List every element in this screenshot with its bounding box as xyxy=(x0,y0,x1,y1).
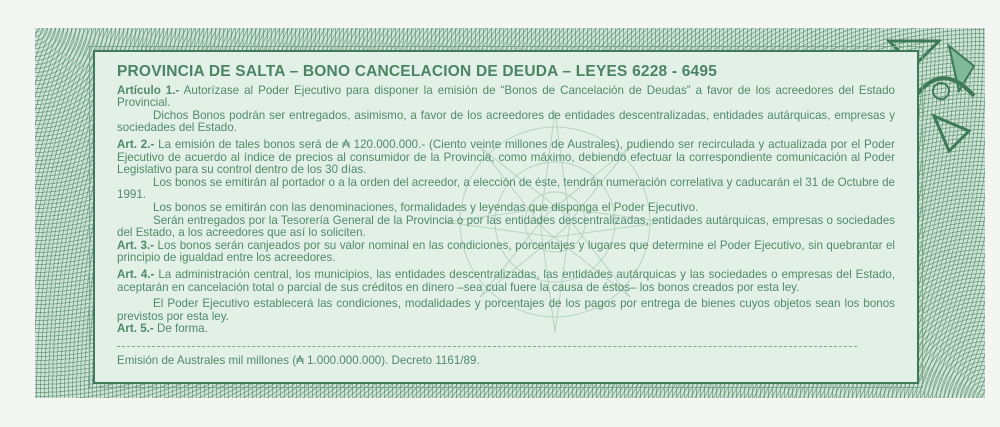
article-label: Art. 3.- xyxy=(117,238,155,252)
dashed-divider xyxy=(117,346,857,347)
article-3 xyxy=(117,240,895,265)
article-4-paragraph xyxy=(117,298,895,323)
article-text: Autorízase al Poder Ejecutivo para disponer la emisión de “Bonos de Cancelación de Deudas” a favor de los acreedores del Estado Provincial. xyxy=(117,83,895,110)
text-panel xyxy=(93,50,919,384)
article-text: Los bonos se emitirán al portador o a la orden del acreedor, a elección de éste, tendrán numeración correlativa y caducarán el 31 de Octubre de 1991. xyxy=(117,175,895,202)
document-title: PROVINCIA DE SALTA – BONO CANCELACION DE DEUDA – LEYES 6228 - 6495 xyxy=(117,63,718,80)
article-label: Art. 4.- xyxy=(117,267,155,281)
article-2-paragraph xyxy=(117,215,895,240)
article-text: Los bonos serán canjeados por su valor nominal en las condiciones, porcentajes y lugares que determine el Poder Ejecutivo, sin quebrantar el principio de igualdad entre los acreedores. xyxy=(117,238,896,265)
article-text: De forma. xyxy=(153,322,208,336)
article-label: Art. 2.- xyxy=(117,137,155,151)
article-2-paragraph xyxy=(117,177,895,202)
article-text: Dichos Bonos podrán ser entregados, asimismo, a favor de los acreedores de entidades descentralizadas, entidades autárquicas, empresas y sociedades del Estado. xyxy=(117,108,895,135)
article-text: El Poder Ejecutivo establecerá las condiciones, modalidades y porcentajes de los pagos por entrega de bienes cuyos objetos sean los bonos previstos por esta ley. xyxy=(117,297,895,323)
article-label: Art. 5.- xyxy=(117,322,154,336)
article-5 xyxy=(117,323,895,336)
bond-back xyxy=(35,28,985,398)
article-4 xyxy=(117,269,895,294)
emission-note: Emisión de Australes mil millones (₳ 1.000.000.000). Decreto 1161/89. xyxy=(117,353,480,367)
article-text: La administración central, los municipios, las entidades descentralizadas, las entidades autárquicas y las sociedades o empresas del Estado, aceptarán en cancelación total o parcial de sus créditos en dinero –sea cual fuere la causa de éstos– los bonos creados por esta ley. xyxy=(117,267,895,294)
article-1-paragraph xyxy=(117,110,895,135)
article-text: Los bonos se emitirán con las denominaciones, formalidades y leyendas que disponga el Poder Ejecutivo. xyxy=(153,200,699,214)
article-2 xyxy=(117,139,895,177)
article-label: Artículo 1.- xyxy=(117,83,180,97)
article-text: La emisión de tales bonos será de ₳ 120.000.000.- (Ciento veinte millones de Australes), pudiendo ser recirculada y actualizada por el Poder Ejecutivo de acuerdo al índice de precios al consumidor de la Provincia, como máximo, debiendo efectuar la correspondiente comunicación al Poder Legislativo para su control dentro de los 30 días. xyxy=(117,137,895,177)
article-text: Serán entregados por la Tesorería General de la Provincia o por las entidades descentralizadas, entidades autárquicas, empresas o sociedades del Estado, a los acreedores que así lo soliciten. xyxy=(117,213,895,240)
article-1 xyxy=(117,85,895,110)
